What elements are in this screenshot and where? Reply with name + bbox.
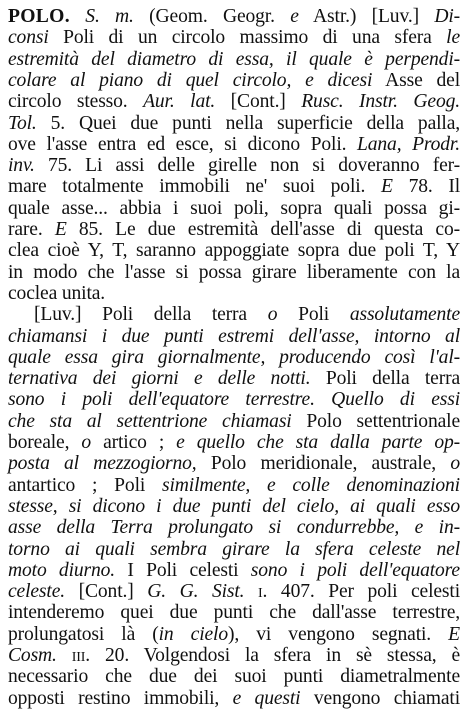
text-segment: in modo che l'asse si possa girare liberamente con la xyxy=(8,261,460,283)
italic-text: asse della Terra prolungato si condurrebbe, e in- xyxy=(8,517,460,539)
text-segment: [Cont.] xyxy=(215,91,302,113)
text-segment: ), vi vengono segnati. xyxy=(228,623,449,645)
italic-text: che sta al settentrione chiamasi xyxy=(8,410,292,432)
text-segment xyxy=(57,645,72,666)
italic-text: E xyxy=(448,623,460,645)
italic-text: inv. xyxy=(8,155,35,177)
italic-text: Cosm. xyxy=(8,645,57,666)
text-segment: mare totalmente immobili ne' suoi poli. xyxy=(8,176,382,198)
text-segment: 75. Li assi delle girelle non si doveranno fer- xyxy=(34,155,460,177)
italic-text: E xyxy=(54,219,67,240)
italic-text: Rusc. Instr. Geog. xyxy=(301,91,460,113)
italic-text: chiamansi i due punti estremi dell'asse, intorno al xyxy=(8,325,460,347)
italic-text: celeste. xyxy=(8,581,65,603)
text-segment: 78. Il xyxy=(392,176,460,198)
text-segment xyxy=(244,581,258,602)
italic-text: sono i poli dell'equatore xyxy=(250,559,460,581)
italic-text: e quello che sta dalla parte op- xyxy=(176,432,460,453)
text-segment: Poli xyxy=(277,304,350,326)
roman-numeral: i. xyxy=(258,581,268,603)
italic-text: stesse, si dicono i due punti del cielo, ai quali esso xyxy=(8,495,460,517)
italic-text: Lana, Prodr. xyxy=(357,133,460,155)
text-segment: boreale, xyxy=(8,432,82,453)
text-segment: necessario che due dei suoi punti diametralmente xyxy=(8,666,460,688)
italic-text: estremità del diametro di essa, il quale è perpendi- xyxy=(8,48,460,70)
italic-text: G. G. Sist. xyxy=(147,581,245,603)
text-segment: intenderemo quei due punti che dall'asse terrestre, xyxy=(8,602,460,624)
text-segment: circolo stesso. xyxy=(8,91,144,113)
text-segment: 5. Quei due punti nella superficie della palla, xyxy=(36,112,460,134)
italic-text: colare al piano di quel circolo, e dicesi xyxy=(8,69,373,91)
text-segment: artico ; xyxy=(91,432,177,453)
roman-numeral: iii. xyxy=(71,645,91,666)
text-segment: [Luv.] Poli della terra xyxy=(34,304,268,326)
text-segment: ove l'asse entra ed esce, si dicono Poli. xyxy=(8,133,357,155)
text-segment: vengono chiamati xyxy=(300,687,460,709)
text-segment: clea cioè Y, T, saranno appoggiate sopra due poli T, Y xyxy=(8,240,460,262)
italic-text: posta al mezzogiorno, xyxy=(8,453,197,475)
italic-text: sono i poli dell'equatore terrestre. Quello di essi xyxy=(8,389,460,411)
italic-text: torno ai quali sembra girare la sfera celeste nel xyxy=(8,538,460,560)
text-segment: 85. Le due estremità dell'asse di questa co- xyxy=(66,219,460,240)
italic-text: assolutamente xyxy=(349,304,460,326)
text-segment xyxy=(70,6,85,27)
text-segment: coclea unita. xyxy=(8,282,106,304)
text-segment: Poli di un circolo massimo di una sfera xyxy=(48,27,447,49)
text-segment: Poli della terra xyxy=(310,368,460,390)
italic-text: Aur. lat. xyxy=(143,91,216,113)
italic-text: o xyxy=(450,453,460,475)
italic-text: similmente, e colle denominazioni xyxy=(162,474,460,496)
italic-text: Di- xyxy=(434,6,460,27)
text-segment: I Poli celesti xyxy=(115,559,251,581)
text-segment: Polo settentrionale xyxy=(291,410,460,432)
text-segment: opposti restino immobili, xyxy=(8,687,233,709)
text-segment: Asse del xyxy=(372,69,460,91)
text-segment: prolungatosi là ( xyxy=(8,623,159,645)
italic-text: quale essa gira giornalmente, producendo così l'al- xyxy=(8,346,460,368)
text-segment: (Geom. Geogr. xyxy=(133,6,291,27)
italic-text: o xyxy=(267,304,278,326)
italic-text: moto diurno. xyxy=(8,559,116,581)
italic-text: Tol. xyxy=(8,112,37,134)
text-segment: Astr.) [Luv.] xyxy=(298,6,435,27)
italic-text: ternativa dei giorni e delle notti. xyxy=(8,368,311,390)
text-segment: antartico ; Poli xyxy=(8,474,162,496)
italic-text: S. m. xyxy=(85,6,134,27)
text-line-33 xyxy=(8,686,460,711)
text-segment: 20. Volgendosi la sfera in sè stessa, è xyxy=(90,645,460,666)
italic-text: e xyxy=(290,6,299,27)
italic-text: consi xyxy=(8,27,49,49)
italic-text: o xyxy=(81,432,92,453)
text-segment: Polo meridionale, australe, xyxy=(196,453,451,475)
italic-text: in cielo xyxy=(158,623,228,645)
text-segment: quale asse... abbia i suoi poli, sopra quali possa gi- xyxy=(8,197,460,219)
italic-text: E xyxy=(381,176,393,198)
text-segment: rare. xyxy=(8,219,55,240)
italic-text: e questi xyxy=(232,687,301,709)
text-segment: [Cont.] xyxy=(65,581,148,603)
headword: POLO. xyxy=(8,6,70,27)
text-segment: 407. Per poli celesti xyxy=(267,581,461,603)
italic-text: le xyxy=(446,27,460,49)
